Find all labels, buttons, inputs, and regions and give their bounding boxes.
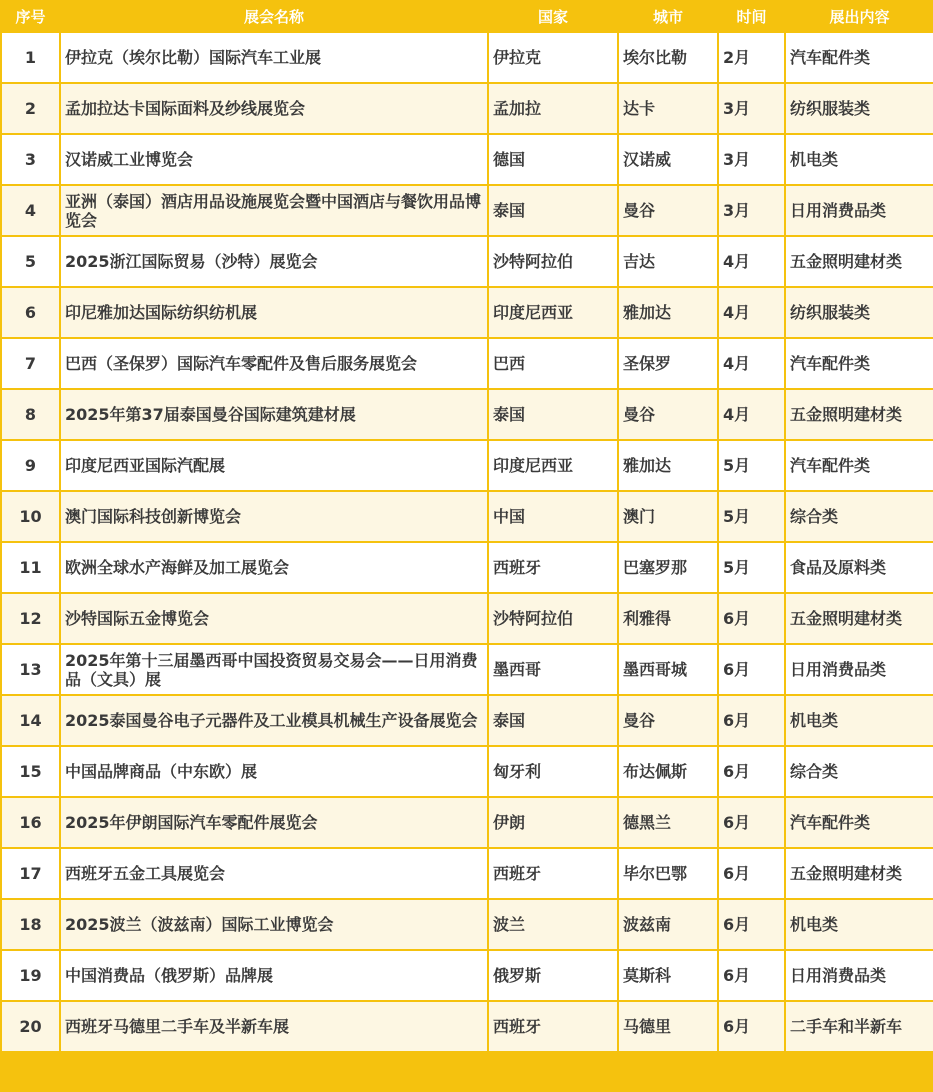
cell-index: 11 [1, 542, 60, 593]
header-row [1, 1, 933, 32]
cell-index: 13 [1, 644, 60, 695]
table-row [1, 848, 933, 899]
cell-time: 4月 [718, 338, 785, 389]
cell-index: 12 [1, 593, 60, 644]
cell-content: 综合类 [785, 746, 933, 797]
cell-exhibition-name: 巴西（圣保罗）国际汽车零配件及售后服务展览会 [60, 338, 488, 389]
cell-exhibition-name: 中国品牌商品（中东欧）展 [60, 746, 488, 797]
cell-time: 6月 [718, 797, 785, 848]
cell-index: 14 [1, 695, 60, 746]
table-row [1, 83, 933, 134]
cell-exhibition-name: 伊拉克（埃尔比勒）国际汽车工业展 [60, 32, 488, 83]
cell-time: 4月 [718, 236, 785, 287]
cell-country: 匈牙利 [488, 746, 618, 797]
cell-time: 5月 [718, 491, 785, 542]
cell-content: 纺织服装类 [785, 287, 933, 338]
cell-index: 6 [1, 287, 60, 338]
cell-index: 15 [1, 746, 60, 797]
table-row [1, 236, 933, 287]
cell-country: 墨西哥 [488, 644, 618, 695]
cell-time: 2月 [718, 32, 785, 83]
cell-index: 17 [1, 848, 60, 899]
cell-time: 3月 [718, 134, 785, 185]
cell-time: 6月 [718, 644, 785, 695]
cell-content: 机电类 [785, 899, 933, 950]
cell-exhibition-name: 印尼雅加达国际纺织纺机展 [60, 287, 488, 338]
cell-index: 7 [1, 338, 60, 389]
cell-index: 16 [1, 797, 60, 848]
cell-exhibition-name: 沙特国际五金博览会 [60, 593, 488, 644]
cell-exhibition-name: 亚洲（泰国）酒店用品设施展览会暨中国酒店与餐饮用品博览会 [60, 185, 488, 236]
table-row [1, 491, 933, 542]
table-row [1, 1001, 933, 1052]
cell-country: 泰国 [488, 695, 618, 746]
cell-country: 泰国 [488, 185, 618, 236]
cell-content: 五金照明建材类 [785, 848, 933, 899]
cell-exhibition-name: 2025波兰（波兹南）国际工业博览会 [60, 899, 488, 950]
cell-time: 6月 [718, 746, 785, 797]
cell-exhibition-name: 中国消费品（俄罗斯）品牌展 [60, 950, 488, 1001]
header-exhibition-name: 展会名称 [60, 1, 488, 32]
cell-time: 5月 [718, 542, 785, 593]
cell-index: 10 [1, 491, 60, 542]
table-row [1, 593, 933, 644]
cell-city: 曼谷 [618, 185, 718, 236]
cell-index: 8 [1, 389, 60, 440]
cell-index: 20 [1, 1001, 60, 1052]
cell-exhibition-name: 孟加拉达卡国际面料及纱线展览会 [60, 83, 488, 134]
cell-country: 孟加拉 [488, 83, 618, 134]
cell-country: 波兰 [488, 899, 618, 950]
cell-country: 沙特阿拉伯 [488, 236, 618, 287]
cell-time: 4月 [718, 389, 785, 440]
cell-country: 泰国 [488, 389, 618, 440]
cell-time: 5月 [718, 440, 785, 491]
table-row [1, 695, 933, 746]
cell-content: 二手车和半新车 [785, 1001, 933, 1052]
cell-city: 墨西哥城 [618, 644, 718, 695]
cell-country: 西班牙 [488, 1001, 618, 1052]
cell-time: 6月 [718, 593, 785, 644]
cell-country: 中国 [488, 491, 618, 542]
cell-exhibition-name: 2025年第37届泰国曼谷国际建筑建材展 [60, 389, 488, 440]
cell-content: 日用消费品类 [785, 644, 933, 695]
cell-country: 西班牙 [488, 848, 618, 899]
cell-content: 综合类 [785, 491, 933, 542]
cell-country: 西班牙 [488, 542, 618, 593]
cell-city: 吉达 [618, 236, 718, 287]
cell-city: 雅加达 [618, 440, 718, 491]
table-row [1, 950, 933, 1001]
table-row [1, 746, 933, 797]
cell-content: 汽车配件类 [785, 338, 933, 389]
cell-country: 印度尼西亚 [488, 287, 618, 338]
table-row [1, 185, 933, 236]
cell-city: 马德里 [618, 1001, 718, 1052]
cell-time: 6月 [718, 950, 785, 1001]
table-row [1, 287, 933, 338]
cell-city: 莫斯科 [618, 950, 718, 1001]
table-row [1, 389, 933, 440]
cell-country: 德国 [488, 134, 618, 185]
cell-city: 德黑兰 [618, 797, 718, 848]
cell-city: 埃尔比勒 [618, 32, 718, 83]
cell-exhibition-name: 西班牙五金工具展览会 [60, 848, 488, 899]
header-time: 时间 [718, 1, 785, 32]
cell-content: 汽车配件类 [785, 797, 933, 848]
cell-country: 伊拉克 [488, 32, 618, 83]
cell-time: 6月 [718, 695, 785, 746]
table-row [1, 440, 933, 491]
cell-content: 五金照明建材类 [785, 389, 933, 440]
cell-city: 布达佩斯 [618, 746, 718, 797]
cell-index: 4 [1, 185, 60, 236]
table-row [1, 899, 933, 950]
cell-city: 达卡 [618, 83, 718, 134]
cell-country: 巴西 [488, 338, 618, 389]
cell-city: 圣保罗 [618, 338, 718, 389]
cell-city: 利雅得 [618, 593, 718, 644]
cell-index: 19 [1, 950, 60, 1001]
cell-index: 5 [1, 236, 60, 287]
cell-content: 机电类 [785, 695, 933, 746]
cell-city: 澳门 [618, 491, 718, 542]
cell-city: 曼谷 [618, 695, 718, 746]
cell-index: 18 [1, 899, 60, 950]
cell-content: 汽车配件类 [785, 440, 933, 491]
cell-time: 3月 [718, 83, 785, 134]
header-country: 国家 [488, 1, 618, 32]
cell-index: 3 [1, 134, 60, 185]
cell-exhibition-name: 印度尼西亚国际汽配展 [60, 440, 488, 491]
cell-content: 日用消费品类 [785, 185, 933, 236]
cell-exhibition-name: 澳门国际科技创新博览会 [60, 491, 488, 542]
cell-time: 6月 [718, 848, 785, 899]
cell-content: 机电类 [785, 134, 933, 185]
cell-exhibition-name: 欧洲全球水产海鲜及加工展览会 [60, 542, 488, 593]
cell-exhibition-name: 2025年伊朗国际汽车零配件展览会 [60, 797, 488, 848]
table-row [1, 338, 933, 389]
cell-city: 毕尔巴鄂 [618, 848, 718, 899]
cell-content: 纺织服装类 [785, 83, 933, 134]
header-content: 展出内容 [785, 1, 933, 32]
cell-time: 4月 [718, 287, 785, 338]
table-row [1, 134, 933, 185]
cell-city: 曼谷 [618, 389, 718, 440]
header-city: 城市 [618, 1, 718, 32]
cell-index: 1 [1, 32, 60, 83]
cell-exhibition-name: 2025浙江国际贸易（沙特）展览会 [60, 236, 488, 287]
cell-country: 沙特阿拉伯 [488, 593, 618, 644]
cell-country: 印度尼西亚 [488, 440, 618, 491]
cell-time: 3月 [718, 185, 785, 236]
cell-index: 2 [1, 83, 60, 134]
cell-city: 波兹南 [618, 899, 718, 950]
cell-city: 汉诺威 [618, 134, 718, 185]
cell-city: 巴塞罗那 [618, 542, 718, 593]
cell-country: 伊朗 [488, 797, 618, 848]
cell-content: 食品及原料类 [785, 542, 933, 593]
cell-index: 9 [1, 440, 60, 491]
cell-content: 五金照明建材类 [785, 236, 933, 287]
table-row [1, 542, 933, 593]
cell-exhibition-name: 2025泰国曼谷电子元器件及工业模具机械生产设备展览会 [60, 695, 488, 746]
cell-time: 6月 [718, 1001, 785, 1052]
cell-content: 汽车配件类 [785, 32, 933, 83]
table-row [1, 797, 933, 848]
cell-exhibition-name: 2025年第十三届墨西哥中国投资贸易交易会——日用消费品（文具）展 [60, 644, 488, 695]
table-row [1, 32, 933, 83]
table-row [1, 644, 933, 695]
cell-city: 雅加达 [618, 287, 718, 338]
cell-country: 俄罗斯 [488, 950, 618, 1001]
header-index: 序号 [1, 1, 60, 32]
cell-exhibition-name: 西班牙马德里二手车及半新车展 [60, 1001, 488, 1052]
cell-content: 五金照明建材类 [785, 593, 933, 644]
cell-exhibition-name: 汉诺威工业博览会 [60, 134, 488, 185]
cell-time: 6月 [718, 899, 785, 950]
cell-content: 日用消费品类 [785, 950, 933, 1001]
